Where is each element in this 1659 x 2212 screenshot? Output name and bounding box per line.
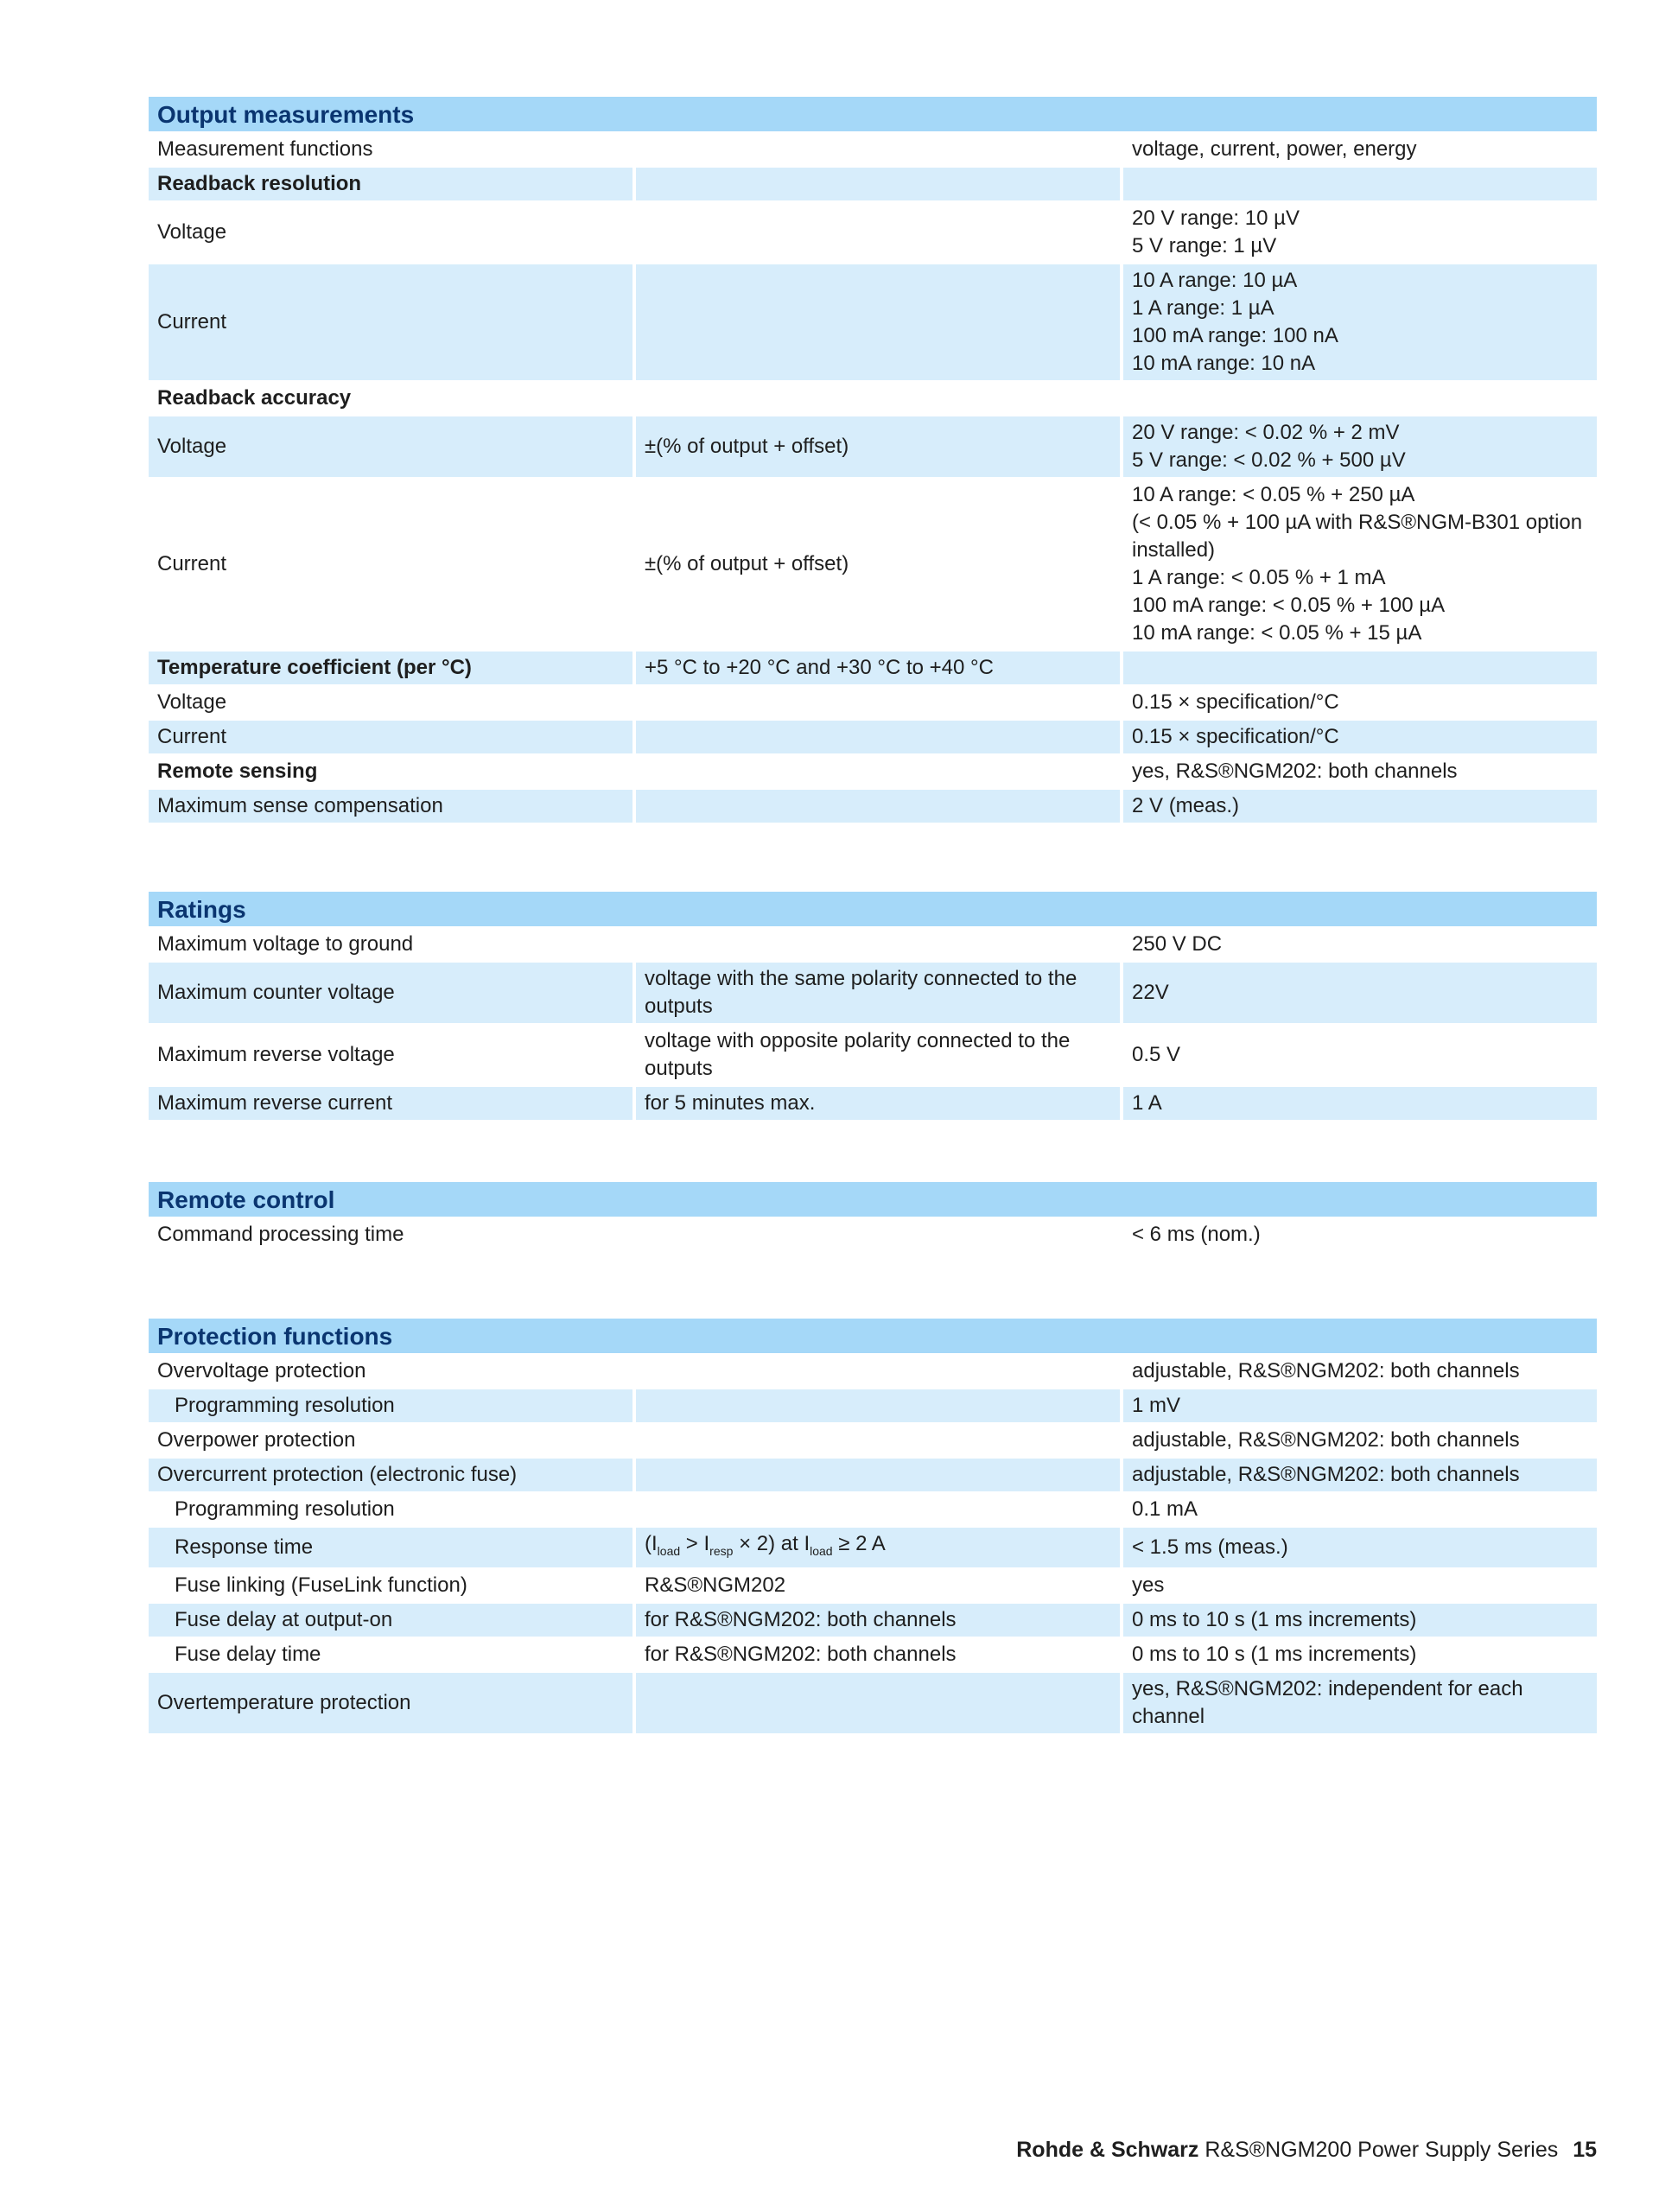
spec-value <box>1123 133 1597 166</box>
spec-condition: R&S®NGM202 <box>645 1573 786 1597</box>
value-line: 1 A range: 1 µA <box>1132 296 1274 320</box>
condition-part: (I <box>645 1532 658 1555</box>
spec-row <box>149 652 1597 684</box>
spec-row <box>149 755 1597 788</box>
section-title: Ratings <box>149 892 1597 926</box>
spec-label: Fuse delay at output-on <box>149 1604 632 1637</box>
spec-condition: voltage with the same polarity connected to the outputs <box>636 963 1120 1023</box>
spec-row <box>149 1569 1597 1602</box>
value-line: adjustable, R&S®NGM202: both channels <box>1132 1359 1520 1382</box>
spec-value <box>1123 1087 1597 1120</box>
value-line: 250 V DC <box>1132 932 1223 956</box>
spec-value <box>1123 1638 1597 1671</box>
value-line: 0.5 V <box>1132 1043 1181 1066</box>
spec-label: Fuse linking (FuseLink function) <box>175 1573 467 1597</box>
value-line: 0 ms to 10 s (1 ms increments) <box>1132 1607 1417 1631</box>
spec-condition <box>636 1493 1120 1526</box>
spec-value <box>1123 1673 1597 1733</box>
spec-value <box>1123 1493 1597 1526</box>
spec-row <box>149 928 1597 961</box>
spec-condition <box>636 133 1120 166</box>
spec-condition <box>636 721 1120 753</box>
spec-value <box>1123 382 1597 415</box>
condition-part: > I <box>680 1532 710 1555</box>
value-line: installed) <box>1132 538 1216 562</box>
value-line: 0.1 mA <box>1132 1497 1198 1521</box>
spec-row <box>149 1389 1597 1422</box>
spec-row <box>149 790 1597 823</box>
spec-row <box>149 168 1597 200</box>
spec-row <box>149 1673 1597 1733</box>
spec-row <box>149 1638 1597 1671</box>
section-title: Protection functions <box>149 1319 1597 1353</box>
spec-label: Maximum sense compensation <box>149 790 632 823</box>
spec-condition <box>636 202 1120 263</box>
condition-part: load <box>810 1543 833 1558</box>
spec-value <box>1123 1528 1597 1567</box>
value-line: 0 ms to 10 s (1 ms increments) <box>1132 1642 1417 1666</box>
spec-label: Overpower protection <box>157 1428 356 1452</box>
spec-section <box>149 1182 1597 1251</box>
spec-section <box>149 1319 1597 1733</box>
spec-label: Current <box>157 552 227 575</box>
spec-value <box>1123 755 1597 788</box>
spec-label: Measurement functions <box>157 137 373 161</box>
spec-condition <box>636 1673 1120 1733</box>
spec-label: Voltage <box>149 416 632 477</box>
value-line: yes <box>1132 1573 1165 1597</box>
spec-value <box>1123 686 1597 719</box>
value-line: 22V <box>1132 981 1169 1004</box>
spec-row <box>149 264 1597 380</box>
value-line: 5 V range: 1 µV <box>1132 234 1277 257</box>
spec-label: Readback resolution <box>149 168 632 200</box>
spec-value <box>1123 264 1597 380</box>
spec-condition <box>636 686 1120 719</box>
value-line: yes, R&S®NGM202: independent for each channel <box>1132 1676 1523 1728</box>
spec-label: Overvoltage protection <box>157 1359 366 1382</box>
value-line: adjustable, R&S®NGM202: both channels <box>1132 1463 1520 1486</box>
value-line: 2 V (meas.) <box>1132 794 1240 817</box>
spec-condition: for R&S®NGM202: both channels <box>645 1642 957 1666</box>
spec-value <box>1123 1459 1597 1491</box>
spec-condition <box>636 1424 1120 1457</box>
spec-label: Voltage <box>157 690 227 714</box>
spec-value <box>1123 1025 1597 1085</box>
value-line: 10 A range: < 0.05 % + 250 µA <box>1132 483 1415 506</box>
spec-condition: +5 °C to +20 °C and +30 °C to +40 °C <box>636 652 1120 684</box>
page-number: 15 <box>1573 2138 1597 2162</box>
value-line: voltage, current, power, energy <box>1132 137 1417 161</box>
condition-part: × 2) at I <box>733 1532 810 1555</box>
spec-condition: voltage with opposite polarity connected to the outputs <box>645 1029 1071 1080</box>
spec-condition <box>636 1459 1120 1491</box>
spec-condition: ±(% of output + offset) <box>645 552 849 575</box>
value-line: 1 mV <box>1132 1394 1181 1417</box>
spec-condition <box>636 1389 1120 1422</box>
spec-label: Maximum reverse voltage <box>157 1043 395 1066</box>
value-line: 100 mA range: < 0.05 % + 100 µA <box>1132 594 1446 617</box>
spec-row <box>149 1025 1597 1085</box>
spec-row <box>149 1087 1597 1120</box>
spec-condition: for 5 minutes max. <box>636 1087 1120 1120</box>
spec-label: Programming resolution <box>175 1497 395 1521</box>
spec-condition <box>636 264 1120 380</box>
spec-label: Remote sensing <box>157 760 318 783</box>
spec-row <box>149 1528 1597 1567</box>
footer-title: R&S®NGM200 Power Supply Series <box>1205 2138 1559 2162</box>
spec-condition <box>636 1355 1120 1388</box>
spec-row <box>149 1459 1597 1491</box>
spec-row <box>149 1493 1597 1526</box>
spec-row <box>149 963 1597 1023</box>
spec-label: Fuse delay time <box>175 1642 321 1666</box>
spec-value <box>1123 202 1597 263</box>
spec-value <box>1123 1604 1597 1637</box>
spec-label: Maximum reverse current <box>149 1087 632 1120</box>
spec-label: Readback accuracy <box>157 386 352 410</box>
spec-value <box>1123 790 1597 823</box>
spec-value <box>1123 1389 1597 1422</box>
spec-label: Response time <box>149 1528 632 1567</box>
spec-condition <box>636 1218 1120 1251</box>
page-footer <box>1016 2138 1597 2163</box>
value-line: < 6 ms (nom.) <box>1132 1223 1261 1246</box>
spec-label: Command processing time <box>157 1223 404 1246</box>
value-line: 5 V range: < 0.02 % + 500 µV <box>1132 448 1406 472</box>
spec-label: Overtemperature protection <box>149 1673 632 1733</box>
value-line: 10 mA range: < 0.05 % + 15 µA <box>1132 621 1422 645</box>
spec-label: Programming resolution <box>149 1389 632 1422</box>
spec-value <box>1123 1424 1597 1457</box>
spec-condition: ±(% of output + offset) <box>636 416 1120 477</box>
value-line: adjustable, R&S®NGM202: both channels <box>1132 1428 1520 1452</box>
value-line: 0.15 × specification/°C <box>1132 690 1339 714</box>
spec-condition <box>636 790 1120 823</box>
footer-brand: Rohde & Schwarz <box>1016 2138 1199 2162</box>
spec-condition <box>636 1528 1120 1567</box>
value-line: 10 A range: 10 µA <box>1132 269 1298 292</box>
spec-condition <box>636 382 1120 415</box>
condition-part: ≥ 2 A <box>832 1532 886 1555</box>
value-line: 10 mA range: 10 nA <box>1132 352 1316 375</box>
spec-value <box>1123 416 1597 477</box>
spec-row <box>149 1604 1597 1637</box>
spec-row <box>149 686 1597 719</box>
spec-condition <box>636 168 1120 200</box>
spec-label: Overcurrent protection (electronic fuse) <box>149 1459 632 1491</box>
spec-section <box>149 892 1597 1120</box>
spec-condition <box>636 928 1120 961</box>
spec-label: Current <box>149 721 632 753</box>
spec-value <box>1123 1355 1597 1388</box>
spec-value <box>1123 168 1597 200</box>
value-line: 0.15 × specification/°C <box>1132 725 1339 748</box>
condition-part: load <box>657 1543 681 1558</box>
spec-row <box>149 202 1597 263</box>
spec-value <box>1123 721 1597 753</box>
spec-row <box>149 382 1597 415</box>
condition-part: resp <box>709 1543 734 1558</box>
spec-row <box>149 133 1597 166</box>
spec-value <box>1123 963 1597 1023</box>
spec-label: Maximum counter voltage <box>149 963 632 1023</box>
value-line: 20 V range: 10 µV <box>1132 207 1300 230</box>
section-title: Remote control <box>149 1182 1597 1217</box>
spec-section <box>149 97 1597 823</box>
spec-label: Current <box>149 264 632 380</box>
spec-row <box>149 1355 1597 1388</box>
spec-row <box>149 416 1597 477</box>
spec-value <box>1123 1218 1597 1251</box>
spec-condition <box>636 755 1120 788</box>
value-line: 1 A <box>1132 1091 1162 1115</box>
spec-row <box>149 721 1597 753</box>
spec-value <box>1123 652 1597 684</box>
spec-label: Maximum voltage to ground <box>157 932 414 956</box>
value-line: 1 A range: < 0.05 % + 1 mA <box>1132 566 1386 589</box>
spec-value <box>1123 479 1597 650</box>
spec-row <box>149 1218 1597 1251</box>
spec-label: Voltage <box>157 220 227 244</box>
value-line: (< 0.05 % + 100 µA with R&S®NGM-B301 option <box>1132 511 1583 534</box>
spec-row <box>149 1424 1597 1457</box>
section-title: Output measurements <box>149 97 1597 131</box>
value-line: 20 V range: < 0.02 % + 2 mV <box>1132 421 1400 444</box>
value-line: yes, R&S®NGM202: both channels <box>1132 760 1458 783</box>
spec-value <box>1123 928 1597 961</box>
value-line: 100 mA range: 100 nA <box>1132 324 1338 347</box>
value-line: < 1.5 ms (meas.) <box>1132 1535 1288 1559</box>
spec-label: Temperature coefficient (per °C) <box>149 652 632 684</box>
spec-condition: for R&S®NGM202: both channels <box>636 1604 1120 1637</box>
spec-value <box>1123 1569 1597 1602</box>
spec-row <box>149 479 1597 650</box>
